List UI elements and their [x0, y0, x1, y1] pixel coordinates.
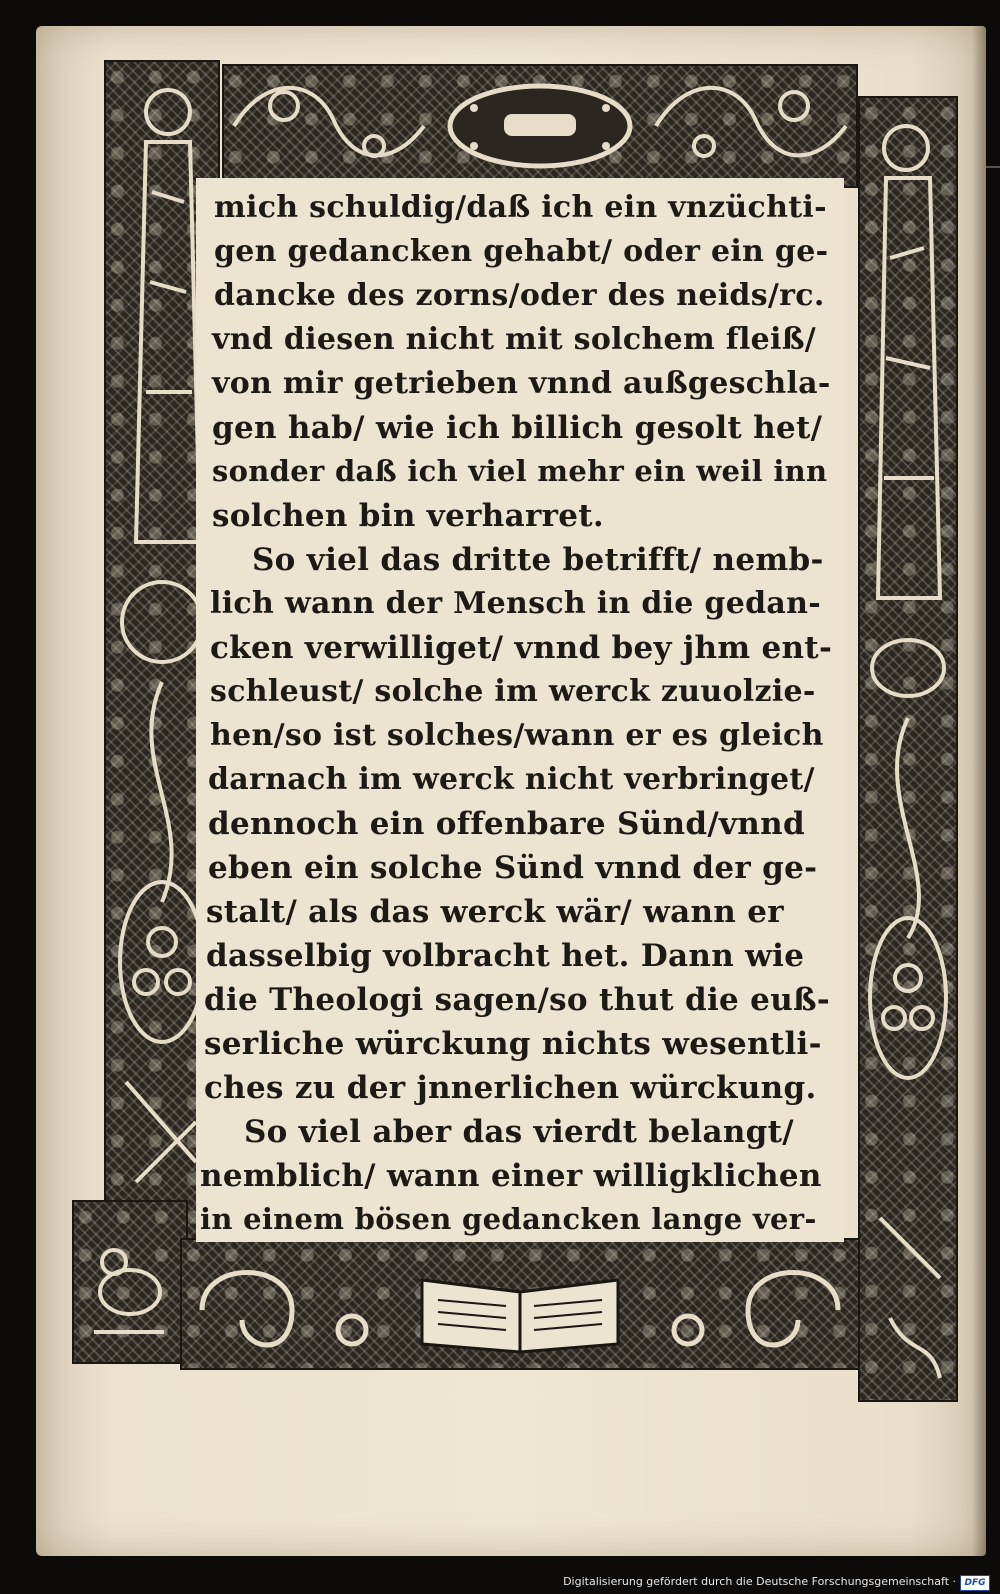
page-tab-mark [986, 166, 1000, 168]
text-line: stalt/ als das werck wär/ wann er [206, 894, 784, 930]
text-line: ches zu der jnnerlichen würckung. [204, 1070, 817, 1106]
text-line: sonder daß ich viel mehr ein weil inn [212, 454, 828, 488]
text-line: schleust/ solche im werck zuuolzie- [210, 674, 816, 709]
text-line: gen gedancken gehabt/ oder ein ge- [214, 234, 829, 269]
text-line: cken verwilliget/ vnnd bey jhm ent- [210, 630, 833, 666]
text-line: darnach im werck nicht verbringet/ [208, 762, 815, 797]
text-line: dennoch ein offenbare Sünd/vnnd [208, 806, 805, 842]
text-line: So viel das dritte betrifft/ nemb- [252, 542, 824, 578]
text-line: gen hab/ wie ich billich gesolt het/ [212, 410, 823, 446]
top-woodcut-border [222, 64, 858, 188]
text-line: in einem bösen gedancken lange ver- [200, 1202, 817, 1236]
text-line: dasselbig volbracht het. Dann wie [206, 938, 805, 974]
text-line: von mir getrieben vnnd außgeschla- [212, 366, 831, 401]
page-edge-shadow [972, 26, 986, 1556]
text-line: nemblich/ wann einer willigklichen [200, 1158, 822, 1194]
text-line: vnd diesen nicht mit solchem fleiß/ [212, 322, 817, 357]
text-line: eben ein solche Sünd vnnd der ge- [208, 850, 818, 886]
lower-left-woodcut-corner [72, 1200, 188, 1364]
open-book-icon [182, 1240, 858, 1368]
digitization-credit: Digitalisierung gefördert durch die Deutsche Forschungsgemeinschaft · [563, 1575, 956, 1588]
text-block [196, 178, 844, 1242]
text-line: mich schuldig/daß ich ein vnzüchti- [214, 190, 827, 225]
dfg-logo: DFG [960, 1575, 990, 1591]
animal-figure-icon [74, 1202, 186, 1362]
text-line: lich wann der Mensch in die gedan- [210, 586, 821, 621]
standing-figure-icon [860, 98, 956, 1400]
text-line: die Theologi sagen/so thut die euß- [204, 982, 831, 1018]
text-line: serliche würckung nichts wesentli- [204, 1026, 822, 1062]
text-line: solchen bin verharret. [212, 498, 604, 534]
text-line: So viel aber das vierdt belangt/ [244, 1114, 794, 1150]
text-line: hen/so ist solches/wann er es gleich [210, 718, 824, 753]
bottom-woodcut-border [180, 1238, 860, 1370]
right-woodcut-border [858, 96, 958, 1402]
text-line: dancke des zorns/oder des neids/rc. [214, 278, 825, 313]
floral-scroll-icon [224, 66, 856, 186]
